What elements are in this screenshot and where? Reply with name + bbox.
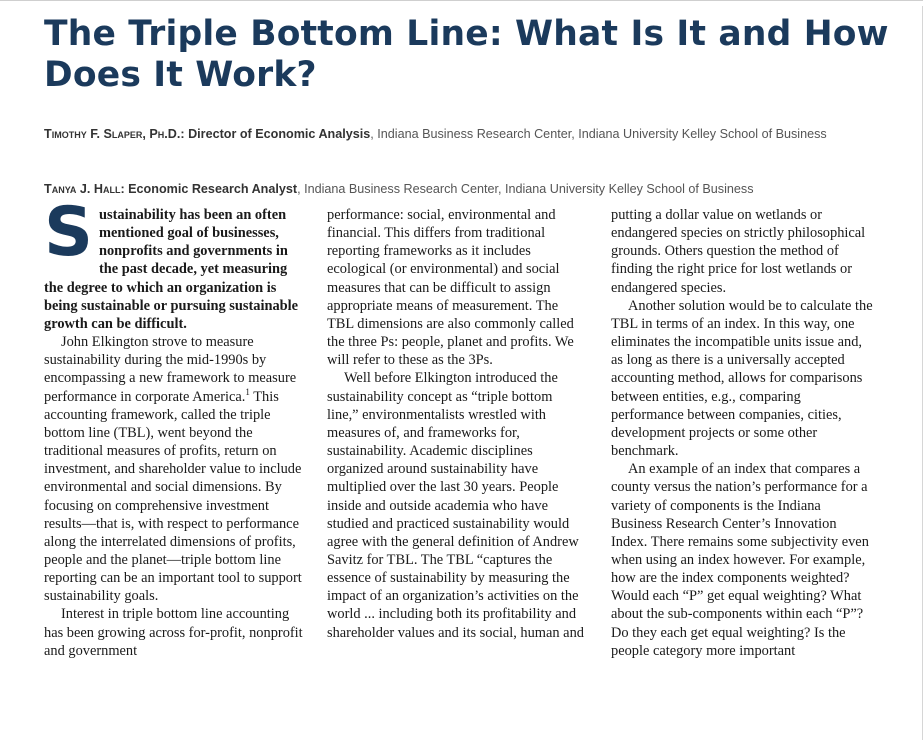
author-line-1 <box>44 125 884 143</box>
body-column-2 <box>327 206 587 642</box>
body-paragraph: Well before Elkington introduced the sustainability concept as “triple bottom line,” environmentalists wrestled with measures of, and frameworks for, sustainability. Academic disciplines organized around sustainability have multiplied over the last 30 years. People inside and outside academia who have studied and practiced sustainability would agree with the general definition of Andrew Savitz for TBL. The TBL “captures the essence of sustainability by measuring the impact of an organization’s activities on the world ... including both its profitability and shareholder values and its social, human and <box>327 370 584 641</box>
body-paragraph: Interest in triple bottom line accounting has been growing across for-profit, nonprofit and government <box>44 606 303 659</box>
body-column-3 <box>611 206 873 660</box>
lead-paragraph <box>44 193 304 333</box>
paragraph-text: This accounting framework, called the triple bottom line (TBL), went beyond the traditional measures of profits, return on investment, and shareholder value to include environmental and social dimensions. By focusing on comprehensive investment results—that is, with respect to performance along the interrelated dimensions of profits, people and the planet—triple bottom line reporting can be an important tool to support sustainability goals. <box>44 388 302 605</box>
body-paragraph: putting a dollar value on wetlands or endangered species on strictly philosophical grounds. Others question the method of finding the right price for lost wetlands or endangered species. <box>611 207 866 296</box>
author-line-2 <box>44 180 884 198</box>
drop-cap: S <box>44 193 93 272</box>
author-affiliation: , Indiana Business Research Center, Indiana University Kelley School of Business <box>370 127 827 141</box>
footnote-marker: 1 <box>245 386 250 397</box>
top-rule <box>0 0 923 7</box>
author-role: Director of Economic Analysis <box>188 127 371 141</box>
author-name: Timothy F. Slaper, Ph.D.: <box>44 127 185 141</box>
body-paragraph <box>44 333 304 605</box>
body-paragraph: Another solution would be to calculate the TBL in terms of an index. In this way, one eliminates the incompatible units issue and, as long as there is a universally accepted accounting method, allows for comparisons between entities, e.g., comparing performance between companies, cities, development projects or some other benchmark. <box>611 297 873 460</box>
article-title: The Triple Bottom Line: What Is It and How Does It Work? <box>44 14 889 95</box>
paragraph-text: John Elkington strove to measure sustainability during the mid-1990s by encompassing a new framework to measure performance in corporate America. <box>44 334 297 405</box>
lead-text: ustainability has been an often mentioned goal of businesses, nonprofits and governments in the past decade, yet measuring the degree to which an organization is being sustainable or pursuing sustainable growth can be difficult. <box>44 207 299 332</box>
author-role: Economic Research Analyst <box>128 182 298 196</box>
body-column-1 <box>44 193 304 660</box>
body-paragraph: An example of an index that compares a county versus the nation’s performance for a variety of components is the Indiana Business Research Center’s Innovation Index. There remains some subjectivity even when using an index however. For example, how are the index components weighted? Would each “P” get equal weighting? What about the sub-components within each “P”? Do they each get equal weighting? Is the people category more important <box>611 461 869 659</box>
author-affiliation: , Indiana Business Research Center, Indiana University Kelley School of Business <box>297 182 754 196</box>
body-paragraph: performance: social, environmental and financial. This differs from traditional reporting frameworks as it includes ecological (or environmental) and social measures that can be difficult to assign appropriate means of measurement. The TBL dimensions are also commonly called the three Ps: people, planet and profits. We will refer to these as the 3Ps. <box>327 207 574 369</box>
author-name: Tanya J. Hall: <box>44 182 125 196</box>
